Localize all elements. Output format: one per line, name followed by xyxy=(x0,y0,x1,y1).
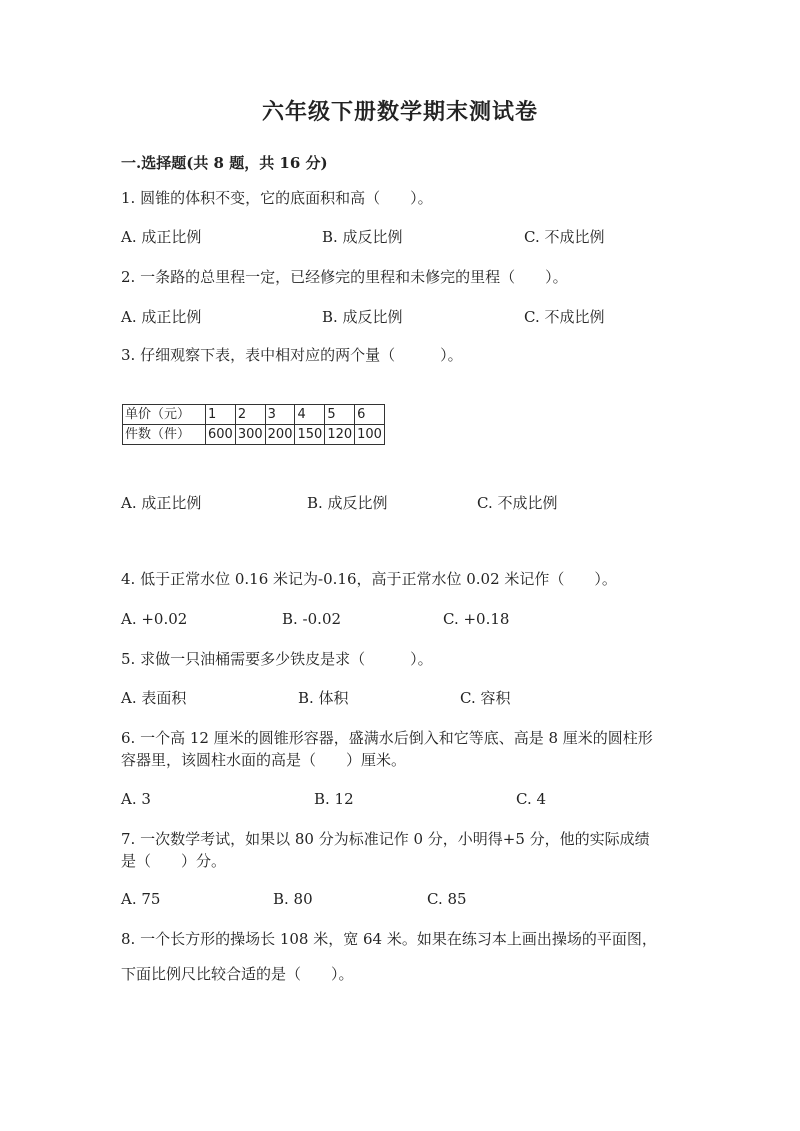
question-8-stem-line-1: 8. 一个长方形的操场长 108 米，宽 64 米。如果在练习本上画出操场的平面图， xyxy=(121,930,657,948)
question-5-option-b: B. 体积 xyxy=(298,689,349,707)
table-cell: 300 xyxy=(235,425,265,445)
question-7-stem-line-1: 7. 一次数学考试，如果以 80 分为标准记作 0 分，小明得+5 分，他的实际成绩 xyxy=(121,830,650,848)
table-cell: 1 xyxy=(206,405,236,425)
table-row xyxy=(123,405,385,425)
table-cell: 3 xyxy=(265,405,295,425)
question-1-option-c: C. 不成比例 xyxy=(524,228,605,246)
question-4-stem: 4. 低于正常水位 0.16 米记为-0.16，高于正常水位 0.02 米记作（ ）。 xyxy=(121,570,617,588)
table-row xyxy=(123,425,385,445)
question-1-option-b: B. 成反比例 xyxy=(322,228,403,246)
question-1-option-a: A. 成正比例 xyxy=(121,228,202,246)
table-cell: 600 xyxy=(206,425,236,445)
page-title: 六年级下册数学期末测试卷 xyxy=(261,99,538,125)
question-4-option-a: A. +0.02 xyxy=(121,610,188,628)
question-4-option-b: B. -0.02 xyxy=(282,610,342,628)
question-3-stem: 3. 仔细观察下表，表中相对应的两个量（ ）。 xyxy=(121,346,463,364)
question-7-option-b: B. 80 xyxy=(273,890,313,908)
question-1-stem: 1. 圆锥的体积不变，它的底面积和高（ ）。 xyxy=(121,189,433,207)
question-3-option-b: B. 成反比例 xyxy=(307,494,388,512)
question-4-option-c: C. +0.18 xyxy=(443,610,510,628)
table-cell: 120 xyxy=(325,425,355,445)
table-cell: 2 xyxy=(235,405,265,425)
question-6-stem-line-2: 容器里，该圆柱水面的高是（ ）厘米。 xyxy=(121,751,407,769)
price-quantity-table xyxy=(122,404,385,445)
question-8-stem-line-2: 下面比例尺比较合适的是（ ）。 xyxy=(121,965,354,983)
section-heading: 一.选择题(共 8 题，共 16 分) xyxy=(121,154,328,172)
question-5-option-c: C. 容积 xyxy=(460,689,511,707)
question-7-option-c: C. 85 xyxy=(427,890,467,908)
question-6-stem-line-1: 6. 一个高 12 厘米的圆锥形容器，盛满水后倒入和它等底、高是 8 厘米的圆柱形 xyxy=(121,729,653,747)
table-cell: 4 xyxy=(295,405,325,425)
table-cell: 件数（件） xyxy=(123,425,206,445)
table-cell: 150 xyxy=(295,425,325,445)
question-2-option-c: C. 不成比例 xyxy=(524,308,605,326)
table-cell: 200 xyxy=(265,425,295,445)
question-5-option-a: A. 表面积 xyxy=(121,689,187,707)
question-3-option-a: A. 成正比例 xyxy=(121,494,202,512)
table-cell: 100 xyxy=(355,425,385,445)
question-2-option-b: B. 成反比例 xyxy=(322,308,403,326)
question-6-option-a: A. 3 xyxy=(121,790,151,808)
table-cell: 6 xyxy=(355,405,385,425)
question-7-stem-line-2: 是（ ）分。 xyxy=(121,852,227,870)
question-5-stem: 5. 求做一只油桶需要多少铁皮是求（ ）。 xyxy=(121,650,433,668)
question-6-option-b: B. 12 xyxy=(314,790,354,808)
question-2-stem: 2. 一条路的总里程一定，已经修完的里程和未修完的里程（ ）。 xyxy=(121,268,568,286)
question-3-option-c: C. 不成比例 xyxy=(477,494,558,512)
table-cell: 单价（元） xyxy=(123,405,206,425)
question-7-option-a: A. 75 xyxy=(121,890,161,908)
table-cell: 5 xyxy=(325,405,355,425)
question-2-option-a: A. 成正比例 xyxy=(121,308,202,326)
question-6-option-c: C. 4 xyxy=(516,790,547,808)
